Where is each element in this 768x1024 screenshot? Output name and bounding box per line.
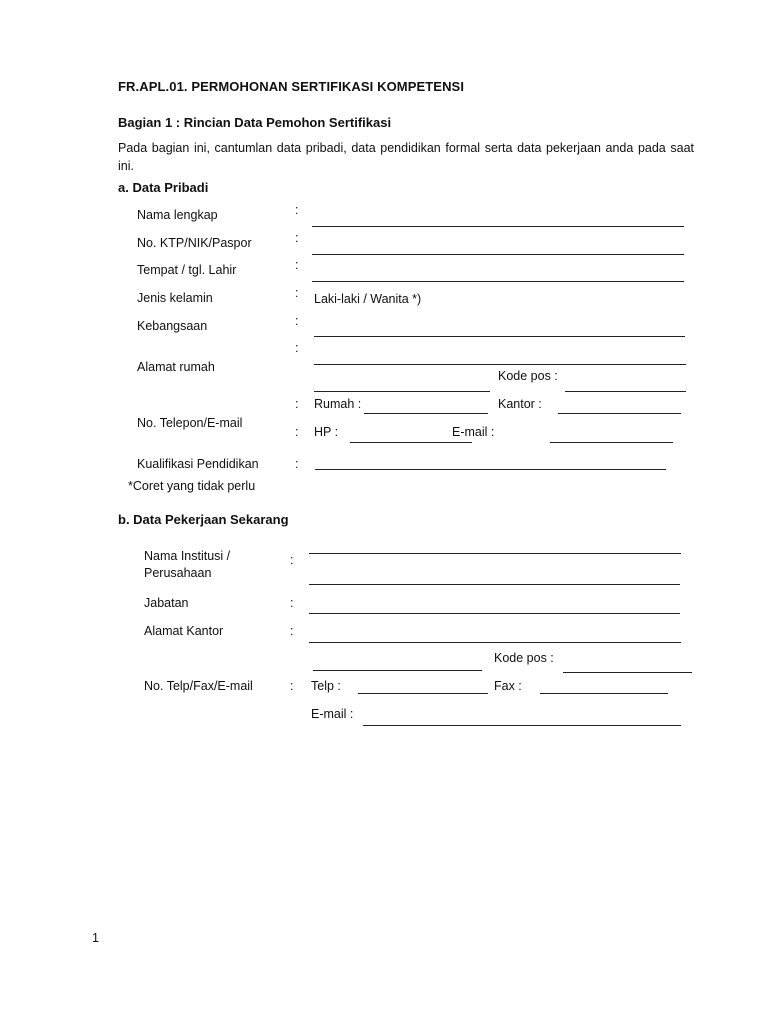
hp-label: HP : [314,425,339,439]
office-address-label: Alamat Kantor [144,624,224,638]
office-address-field-line2[interactable] [313,670,482,671]
gender-label: Jenis kelamin [137,291,213,305]
nationality-field[interactable] [314,336,685,337]
name-label: Nama lengkap [137,208,218,222]
intro-paragraph: Pada bagian ini, cantumlan data pribadi, data pendidikan formal serta data pekerjaan anda pada saat ini. [118,141,694,173]
office-postcode-label: Kode pos : [494,651,554,665]
birth-colon: : [295,258,299,272]
phone-email-label: No. Telepon/E-mail [137,416,243,430]
office-postcode-field[interactable] [563,672,692,673]
work-contact-label: No. Telp/Fax/E-mail [144,679,253,693]
education-label: Kualifikasi Pendidikan [137,457,259,471]
gender-colon: : [295,286,299,300]
position-colon: : [290,596,294,610]
work-telp-field[interactable] [358,693,488,694]
nationality-colon: : [295,314,299,328]
strike-note: *Coret yang tidak perlu [128,479,256,493]
id-colon: : [295,231,299,245]
address-label: Alamat rumah [137,360,215,374]
work-contact-colon: : [290,679,294,693]
work-email-label: E-mail : [311,707,354,721]
personal-email-label: E-mail : [452,425,495,439]
office-address-field-line1[interactable] [309,642,681,643]
gender-options[interactable]: Laki-laki / Wanita *) [314,292,422,306]
id-label: No. KTP/NIK/Paspor [137,236,252,250]
work-data-heading: b. Data Pekerjaan Sekarang [118,512,289,527]
birth-field[interactable] [312,281,684,282]
home-phone-field[interactable] [364,413,488,414]
nationality-label: Kebangsaan [137,319,208,333]
institution-label-line1: Nama Institusi / [144,549,231,563]
position-field[interactable] [309,613,680,614]
work-fax-label: Fax : [494,679,522,693]
institution-label-line2: Perusahaan [144,566,212,580]
office-phone-field[interactable] [558,413,681,414]
office-address-colon: : [290,624,294,638]
phone-colon-1: : [295,397,299,411]
personal-email-field[interactable] [550,442,673,443]
id-field[interactable] [312,254,684,255]
personal-data-heading: a. Data Pribadi [118,180,209,195]
institution-field-line1[interactable] [309,553,681,554]
education-field[interactable] [315,469,666,470]
work-telp-label: Telp : [311,679,341,693]
section-heading: Bagian 1 : Rincian Data Pemohon Sertifikasi [118,115,392,130]
page-number: 1 [92,931,99,945]
hp-field[interactable] [350,442,472,443]
form-title: FR.APL.01. PERMOHONAN SERTIFIKASI KOMPETENSI [118,79,465,94]
birth-label: Tempat / tgl. Lahir [137,263,237,277]
position-label: Jabatan [144,596,189,610]
work-email-field[interactable] [363,725,681,726]
home-phone-label: Rumah : [314,397,362,411]
education-colon: : [295,457,299,471]
address-field-line2[interactable] [314,391,490,392]
office-phone-label: Kantor : [498,397,542,411]
address-field-line1[interactable] [314,364,686,365]
phone-colon-2: : [295,425,299,439]
institution-colon: : [290,553,294,567]
name-field[interactable] [312,226,684,227]
institution-field-line2[interactable] [309,584,680,585]
address-colon: : [295,341,299,355]
home-postcode-field[interactable] [565,391,686,392]
name-colon: : [295,203,299,217]
work-fax-field[interactable] [540,693,668,694]
home-postcode-label: Kode pos : [498,369,558,383]
